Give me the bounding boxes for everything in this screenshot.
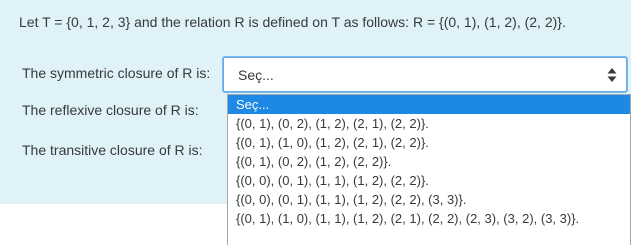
select-value: Seç... — [238, 67, 274, 83]
up-down-caret-icon — [607, 67, 617, 83]
question-prompt: Let T = {0, 1, 2, 3} and the relation R is defined on T as follows: R = {(0, 1), (1, 2), (2, 2)}. — [19, 14, 566, 30]
dropdown-option[interactable]: {(0, 1), (1, 0), (1, 2), (2, 1), (2, 2)}. — [236, 135, 429, 150]
dropdown-option[interactable]: {(0, 1), (0, 2), (1, 2), (2, 2)}. — [236, 154, 392, 169]
symmetric-closure-label: The symmetric closure of R is: — [22, 65, 211, 81]
dropdown-option[interactable]: {(0, 1), (1, 0), (1, 1), (1, 2), (2, 1), (2, 2), (2, 3), (3, 2), (3, 3)}. — [236, 211, 580, 226]
dropdown-option[interactable]: {(0, 1), (0, 2), (1, 2), (2, 1), (2, 2)}. — [236, 116, 429, 131]
select-dropdown-list — [227, 94, 631, 245]
reflexive-closure-label: The reflexive closure of R is: — [22, 102, 199, 118]
transitive-closure-label: The transitive closure of R is: — [22, 142, 203, 158]
dropdown-option-placeholder[interactable]: Seç... — [228, 95, 630, 114]
dropdown-option[interactable]: {(0, 0), (0, 1), (1, 1), (1, 2), (2, 2)}. — [236, 173, 429, 188]
symmetric-closure-select[interactable] — [223, 57, 627, 92]
dropdown-option[interactable]: {(0, 0), (0, 1), (1, 1), (1, 2), (2, 2), (3, 3)}. — [236, 192, 467, 207]
